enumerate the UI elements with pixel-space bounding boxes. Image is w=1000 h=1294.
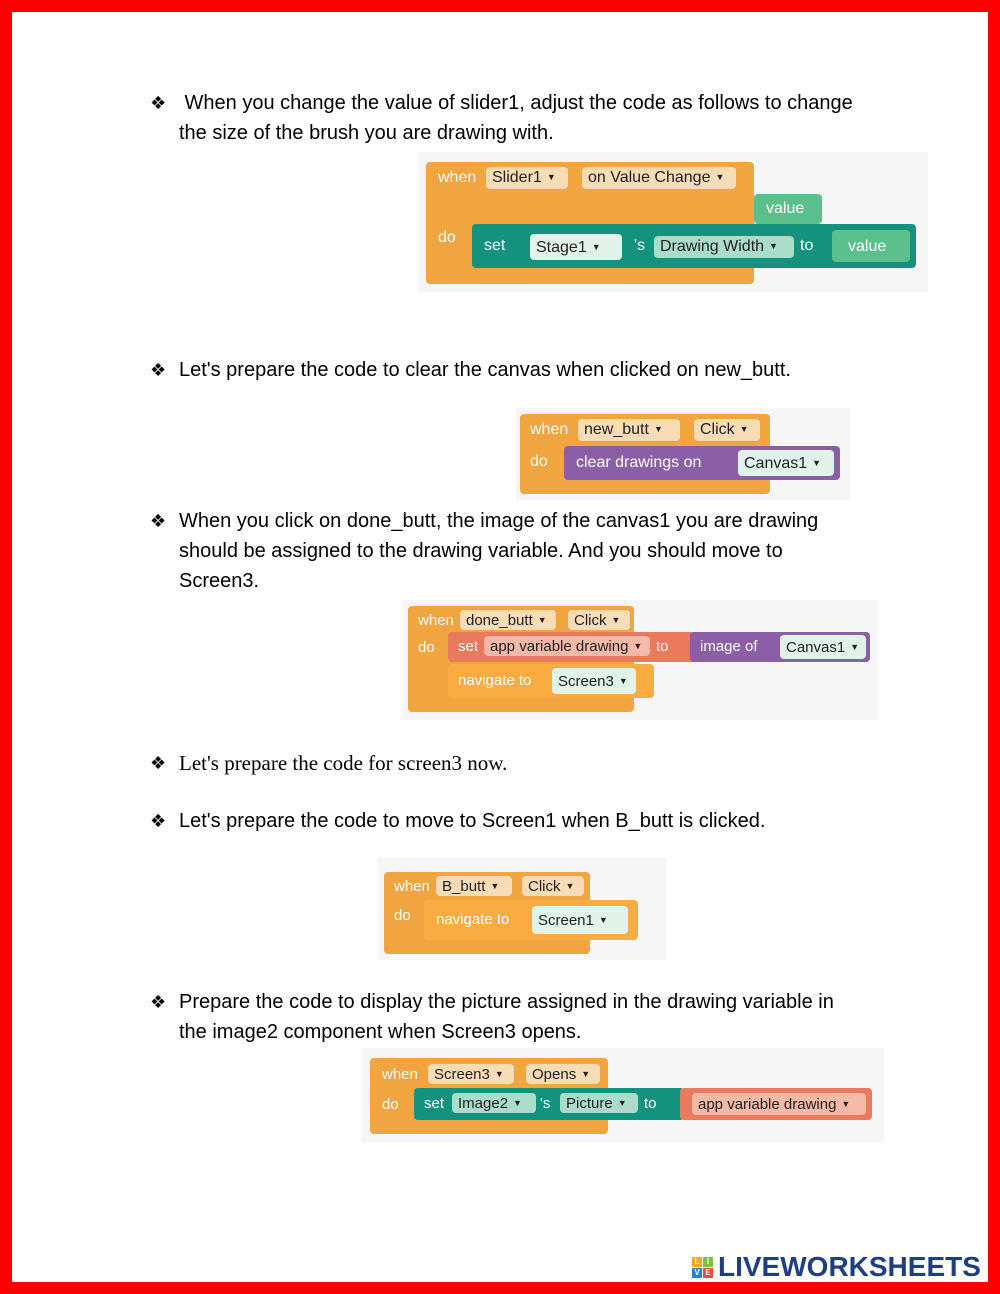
code-block-image-new-butt [516,408,850,500]
dropdown-arrow-icon: ▼ [537,615,547,625]
instruction-5 [150,806,910,836]
target-dropdown[interactable]: Image2 ▼ [452,1093,536,1113]
instruction-text: When you click on done_butt, the image of the canvas1 you are drawing [179,510,819,532]
dropdown-arrow-icon: ▼ [769,241,778,251]
dropdown-arrow-icon: ▼ [513,1098,522,1108]
image-of-label: image of [700,638,758,655]
logo-mark-icon: L I V E [692,1257,714,1279]
code-block-image-slider [418,152,928,292]
bullet-icon: ❖ [150,753,167,773]
variable-dropdown[interactable]: app variable drawing ▼ [692,1093,866,1115]
dropdown-arrow-icon: ▼ [850,642,860,652]
screen-dropdown[interactable]: Screen3 ▼ [552,668,636,694]
event-dropdown[interactable]: Opens ▼ [526,1064,600,1084]
set-label: set [424,1095,445,1112]
target-dropdown[interactable]: Stage1 ▼ [530,234,622,260]
instruction-1 [150,88,910,148]
instruction-2 [150,355,910,385]
dropdown-arrow-icon: ▼ [618,676,628,686]
action-label: clear drawings on [576,454,702,471]
component-dropdown[interactable]: new_butt ▼ [578,419,680,441]
instruction-text: should be assigned to the drawing variable. And you should move to [179,540,783,562]
when-label: when [418,612,454,629]
value-label: value [848,238,887,255]
instruction-4 [150,748,910,778]
component-dropdown[interactable]: Screen3 ▼ [428,1064,514,1084]
bullet-icon: ❖ [150,992,167,1012]
dropdown-arrow-icon: ▼ [565,881,575,891]
dropdown-arrow-icon: ▼ [591,242,601,252]
dropdown-arrow-icon: ▼ [715,172,725,182]
navigate-label: navigate to [458,672,532,689]
to-label: to [644,1095,657,1112]
set-label: set [458,638,479,655]
bullet-icon: ❖ [150,93,167,113]
variable-dropdown[interactable]: app variable drawing ▼ [484,636,650,656]
screen-dropdown[interactable]: Screen1 ▼ [532,906,628,934]
instruction-text: When you change the value of slider1, adjust the code as follows to change [179,92,853,114]
when-label: when [394,878,430,895]
instruction-text: Let's prepare the code to clear the canvas when clicked on new_butt. [179,359,791,381]
to-label: to [800,237,814,254]
liveworksheets-logo [692,1252,988,1282]
when-label: when [530,421,569,438]
worksheet-page [12,12,988,1282]
do-label: do [530,453,548,470]
dropdown-arrow-icon: ▼ [598,915,608,925]
navigate-label: navigate to [436,911,510,928]
dropdown-arrow-icon: ▼ [490,881,500,891]
instruction-text: Screen3. [179,570,260,592]
dropdown-arrow-icon: ▼ [611,615,621,625]
dropdown-arrow-icon: ▼ [581,1069,591,1079]
dropdown-arrow-icon: ▼ [812,458,822,468]
dropdown-arrow-icon: ▼ [739,424,749,434]
instruction-6 [150,987,910,1047]
target-dropdown[interactable]: Canvas1 ▼ [738,450,834,476]
event-dropdown[interactable]: on Value Change ▼ [582,167,736,189]
when-label: when [438,169,477,186]
possessive-label: 's [540,1095,551,1112]
bullet-icon: ❖ [150,360,167,380]
instruction-text: Let's prepare the code for screen3 now. [179,751,508,775]
set-label: set [484,237,506,254]
bullet-icon: ❖ [150,511,167,531]
property-dropdown[interactable]: Drawing Width ▼ [654,236,794,258]
instruction-3 [150,506,910,596]
dropdown-arrow-icon: ▼ [494,1069,504,1079]
when-label: when [382,1066,418,1083]
dropdown-arrow-icon: ▼ [633,641,643,651]
code-block-image-screen3 [362,1048,884,1142]
instruction-text: Let's prepare the code to move to Screen1 when B_butt is clicked. [179,810,766,832]
event-dropdown[interactable]: Click ▼ [568,610,630,630]
do-label: do [438,229,456,246]
dropdown-arrow-icon: ▼ [546,172,556,182]
component-dropdown[interactable]: done_butt ▼ [460,610,556,630]
to-label: to [656,638,669,655]
bullet-icon: ❖ [150,811,167,831]
instruction-text: Prepare the code to display the picture assigned in the drawing variable in [179,991,834,1013]
dropdown-arrow-icon: ▼ [653,424,663,434]
param-label: value [766,200,805,217]
component-dropdown[interactable]: Slider1 ▼ [486,167,568,189]
possessive-label: 's [634,237,646,254]
do-label: do [394,907,411,924]
brand-name: LIVEWORKSHEETS [718,1251,981,1282]
dropdown-arrow-icon: ▼ [617,1098,627,1108]
event-dropdown[interactable]: Click ▼ [694,419,760,441]
instruction-text: the size of the brush you are drawing with. [179,122,554,144]
event-dropdown[interactable]: Click ▼ [522,876,584,896]
do-label: do [382,1096,399,1113]
instruction-text: the image2 component when Screen3 opens. [179,1021,582,1043]
dropdown-arrow-icon: ▼ [841,1099,851,1109]
property-dropdown[interactable]: Picture ▼ [560,1093,638,1113]
code-block-image-b-butt [378,858,666,960]
component-dropdown[interactable]: B_butt ▼ [436,876,512,896]
target-dropdown[interactable]: Canvas1 ▼ [780,635,866,659]
code-block-image-done-butt [402,600,878,720]
do-label: do [418,639,435,656]
